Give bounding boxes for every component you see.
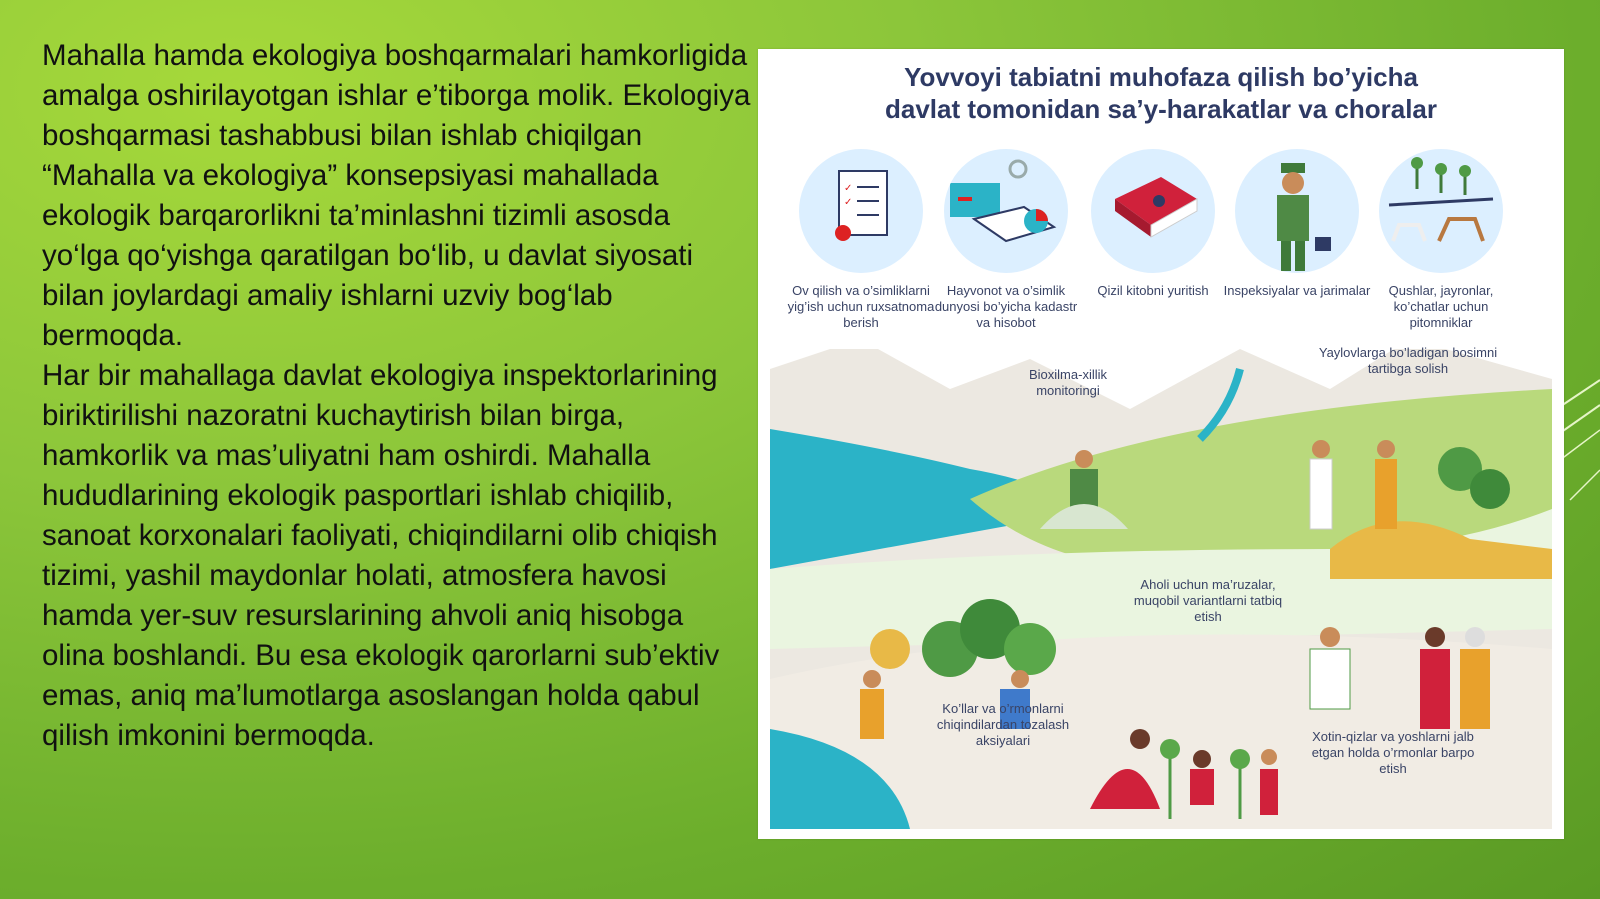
icon-caption: Inspeksiyalar va jarimalar — [1223, 283, 1371, 298]
wildlife-infographic — [758, 49, 1564, 839]
icon-item-permits — [786, 149, 936, 331]
lecturer — [1310, 649, 1350, 709]
nursery-icon — [1379, 149, 1503, 273]
icon-row — [786, 149, 1536, 369]
icon-item-cadastre — [931, 149, 1081, 331]
paragraph-2: Har bir mahallaga davlat ekologiya inspektorlarining biriktirilishi nazoratni kuchaytirish bilan birga, hamkorlik va mas’uliyatni ham oshirdi. Mahalla hududlarining ekologik pasportlari ishlab chiqilib, sanoat korxonalari faoliyati, chiqindilarni olib chiqish tizimi, yashil maydonlar holati, atmosfera havosi hamda yer-suv resurslarining ahvoli aniq hisobga olina boshlandi. Bu esa ekologik qarorlarni sub’ektiv emas, aniq ma’lumotlarga asoslangan holda qabul qilish imkonini bermoqda. — [42, 359, 720, 752]
infographic-title — [758, 61, 1564, 125]
cadastre-book-icon — [944, 149, 1068, 273]
icon-caption: Qushlar, jayronlar, ko’chatlar uchun pitomniklar — [1388, 283, 1494, 330]
icon-item-red-book — [1078, 149, 1228, 299]
tree — [1470, 469, 1510, 509]
icon-caption: Ov qilish va o’simliklarni yig’ish uchun ruxsatnoma berish — [787, 283, 935, 330]
title-line-1: Yovvoyi tabiatni muhofaza qilish bo’yicha — [904, 62, 1418, 92]
tree — [1004, 623, 1056, 675]
label-population: Aholi uchun ma’ruzalar, muqobil variantlarni tatbiq etish — [1133, 577, 1283, 624]
svg-text:✓: ✓ — [844, 197, 853, 208]
shepherd — [1375, 459, 1397, 529]
red-book-icon — [1091, 149, 1215, 273]
label-cleanup: Ko’llar va o’rmonlarni chiqindilardan tozalash aksiyalari — [936, 701, 1070, 748]
label-women: Xotin-qizlar va yoshlarni jalb etgan holda o’rmonlar barpo etish — [1311, 729, 1475, 776]
title-line-2: davlat tomonidan sa’y-harakatlar va choralar — [885, 94, 1437, 124]
elder — [1310, 459, 1332, 529]
icon-caption: Hayvonot va o’simlik dunyosi bo’yicha kadastr va hisobot — [934, 283, 1078, 330]
woman — [1420, 649, 1450, 729]
svg-text:✓: ✓ — [844, 183, 853, 194]
label-biodiversity: Bioxilma-xillik monitoringi — [1028, 367, 1107, 398]
volunteer — [860, 689, 884, 739]
child — [1190, 769, 1214, 805]
slide-body-text — [42, 36, 752, 756]
icon-item-nurseries — [1366, 149, 1516, 331]
woman — [1460, 649, 1490, 729]
label-pasture: Yaylovlarga bo’ladigan bosimni tartibga solish — [1318, 345, 1498, 376]
icon-item-inspections — [1222, 149, 1372, 299]
permit-document-icon — [799, 149, 923, 273]
child — [1260, 769, 1278, 815]
tree — [870, 629, 910, 669]
paragraph-1: Mahalla hamda ekologiya boshqarmalari hamkorligida amalga oshirilayotgan ishlar e’tiborga molik. Ekologiya boshqarmasi tashabbusi bilan ishlab chiqilgan “Mahalla va ekologiya” konsepsiyasi mahallada ekologik barqarorlikni ta’minlashni tizimli asosda yo‘lga qo‘yishga qaratilgan bo‘lib, u davlat siyosati bilan joylardagi amaliy ishlarni uzviy bog‘lab bermoqda. — [42, 39, 751, 352]
icon-caption: Qizil kitobni yuritish — [1097, 283, 1209, 298]
inspector-icon — [1235, 149, 1359, 273]
